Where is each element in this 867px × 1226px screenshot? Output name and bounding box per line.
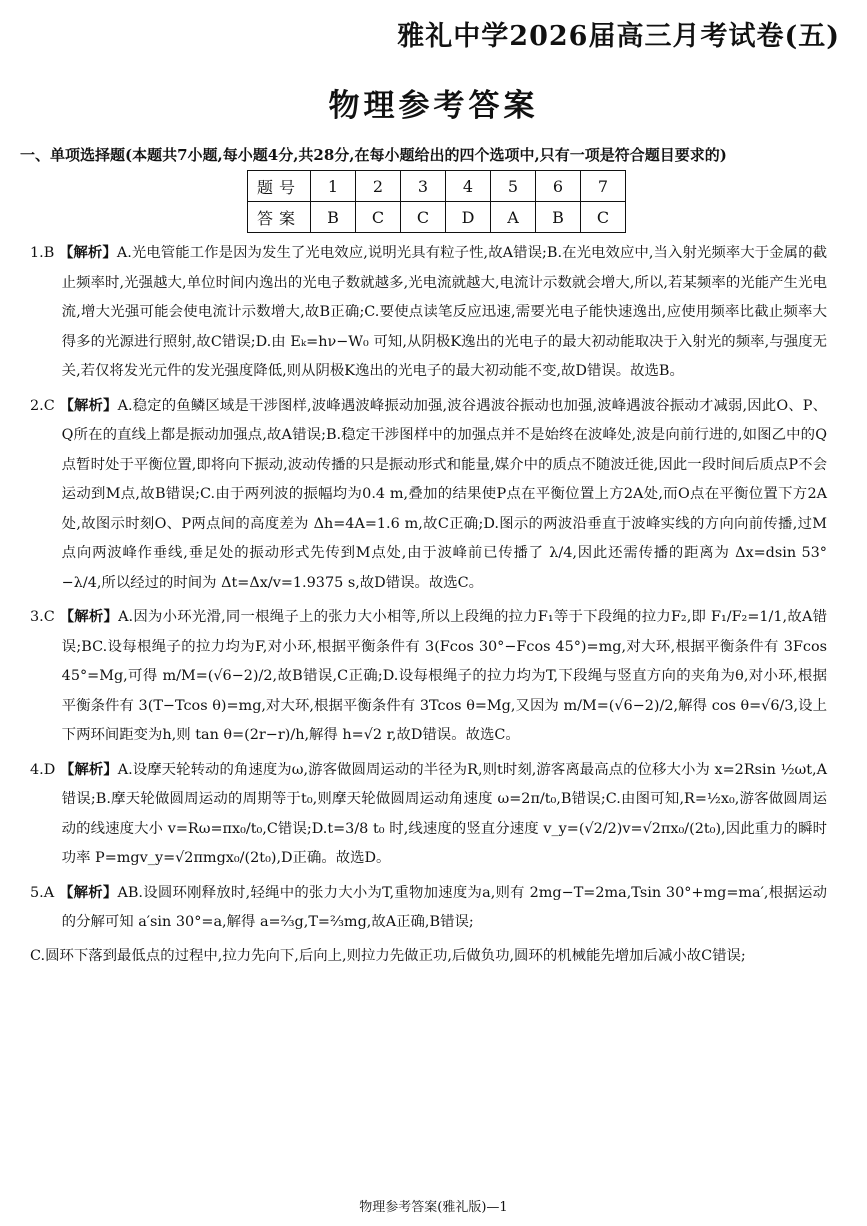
solution-item [30,238,827,387]
solution-text: A.光电管能工作是因为发生了光电效应,说明光具有粒子性,故A错误;B.在光电效应中,当入射光频率大于金属的截止频率时,光强越大,单位时间内逸出的光电子数就越多,光电流就越大,电流计示数就会增大,所以,若某频率的光能产生光电流,增大光强可能会使电流计示数增大,故B正确;C.要使点读笔反应迅速,需要光电子能快速逸出,应使用频率比截止频率大得多的光源进行照射,故C错误;D.由 Eₖ=hν−W₀ 可知,从阴极K逸出的光电子的最大初动能取决于入射光的频率,与强度无关,若仅将发光元件的发光强度降低,则从阴极K逸出的光电子的最大初动能不变,故D错误。故选B。 [61,245,827,379]
answer-cell: C [401,202,446,233]
analysis-tag: 【解析】 [58,244,117,261]
analysis-tag: 【解析】 [59,396,118,414]
page-title: 物理参考答案 [328,88,539,124]
question-number: 2.C [30,397,55,414]
solution-text: AB.设圆环刚释放时,轻绳中的张力大小为T,重物加速度为a,则有 2mg−T=2ma,Tsin 30°+mg=ma′,根据运动的分解可知 a′sin 30°=a,解得 a=⅔g,T=⅔mg,故A正确,B错误; [61,884,827,930]
question-number-cell: 7 [581,171,626,202]
answer-cell: D [446,202,491,233]
solutions-body [30,238,827,971]
row-header-number: 题号 [248,171,311,202]
question-number: 3.C [30,609,55,625]
answer-table-answer-row [248,202,626,233]
answer-table-number-row [248,171,626,202]
school-exam-title: 雅礼中学2026届高三月考试卷(五) [397,21,840,52]
answer-cell: B [311,202,356,233]
question-number: 5.A [30,884,55,901]
question-number-cell: 4 [446,171,491,202]
solution-item [30,878,827,938]
answer-cell: C [581,202,626,233]
solution-item [30,602,827,751]
page-footer: 物理参考答案(雅礼版)—1 [359,1200,508,1215]
question-number: 4.D [30,761,56,778]
answer-cell: A [491,202,536,233]
solution-text: A.稳定的鱼鳞区域是干涉图样,波峰遇波峰振动加强,波谷遇波谷振动也加强,波峰遇波谷振动才减弱,因此O、P、Q所在的直线上都是振动加强点,故A错误;B.稳定干涉图样中的加强点并不是始终在波峰处,波是向前行进的,如图乙中的Q点暂时处于平衡位置,即将向下振动,波动传播的只是振动形式和能量,媒介中的质点不随波迁徙,因此一段时间后质点P不会运动到M点,故B错误;C.由于两列波的振幅均为0.4 m,叠加的结果使P点在平衡位置上方2A处,而O点在平衡位置下方2A处,故图示时刻O、P两点间的高度差为 Δh=4A=1.6 m,故C正确;D.图示的两波沿垂直于波峰实线的方向向前传播,过M点向两波峰作垂线,垂足处的振动形式先传到M点处,由于波峰前已传播了 λ/4,因此还需传播的距离为 Δx=dsin 53°−λ/4,所以经过的时间为 Δt=Δx/v=1.9375 s,故D错误。故选C。 [61,397,827,591]
question-number-cell: 2 [356,171,401,202]
question-number: 1.B [30,245,55,261]
analysis-tag: 【解析】 [59,760,118,778]
solution-item [30,755,827,874]
question-number-cell: 5 [491,171,536,202]
section-heading: 一、单项选择题(本题共7小题,每小题4分,共28分,在每小题给出的四个选项中,只有一项是符合题目要求的) [20,146,727,164]
solution-text: A.设摩天轮转动的角速度为ω,游客做圆周运动的半径为R,则t时刻,游客离最高点的位移大小为 x=2Rsin ½ωt,A错误;B.摩天轮做圆周运动的周期等于t₀,则摩天轮做圆周运动角速度 ω=2π/t₀,B错误;C.由图可知,R=½x₀,游客做圆周运动的线速度大小 v=Rω=πx₀/t₀,C错误;D.t=3/8 t₀ 时,线速度的竖直分速度 v_y=(√2/2)v=√2πx₀/(2t₀),因此重力的瞬时功率 P=mgv_y=√2πmgx₀/(2t₀),D正确。故选D。 [61,761,827,866]
analysis-tag: 【解析】 [58,883,118,901]
question-number-cell: 6 [536,171,581,202]
question-number-cell: 3 [401,171,446,202]
answer-cell: C [356,202,401,233]
analysis-tag: 【解析】 [59,608,119,625]
row-header-answer: 答案 [248,202,311,233]
solution-item [30,391,827,599]
solution-text: A.因为小环光滑,同一根绳子上的张力大小相等,所以上段绳的拉力F₁等于下段绳的拉力F₂,即 F₁/F₂=1/1,故A错误;BC.设每根绳子的拉力均为F,对小环,根据平衡条件有 3(Fcos 30°−Fcos 45°)=mg,对大环,根据平衡条件有 3Fcos 45°=Mg,可得 m/M=(√6−2)/2,故B错误,C正确;D.设每根绳子的拉力均为T,下段绳与竖直方向的夹角为θ,对小环,根据平衡条件有 3(T−Tcos θ)=mg,对大环,根据平衡条件有 3Tcos θ=Mg,又因为 m/M=(√6−2)/2,解得 cos θ=√6/3,设上下两环间距变为h,则 tan θ=(2r−r)/h,解得 h=√2 r,故D错误。故选C。 [61,609,827,743]
answer-cell: B [536,202,581,233]
solution-continuation: C.圆环下落到最低点的过程中,拉力先向下,后向上,则拉力先做正功,后做负功,圆环的机械能先增加后减小故C错误; [30,947,746,964]
answer-table [247,170,626,233]
question-number-cell: 1 [311,171,356,202]
